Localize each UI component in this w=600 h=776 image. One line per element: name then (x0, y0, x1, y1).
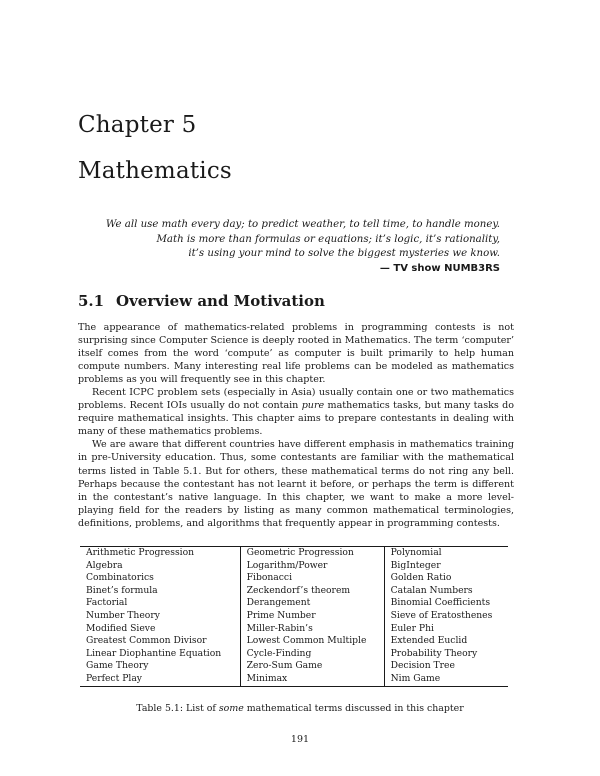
table-cell: Modified Sieve (86, 622, 156, 634)
epigraph-line: We all use math every day; to predict weather, to tell time, to handle money. (105, 219, 500, 230)
math-terms-table (80, 546, 508, 687)
table-cell: Algebra (86, 559, 123, 571)
table-cell: Game Theory (86, 660, 149, 672)
paragraph-2-emphasis: pure (301, 400, 325, 412)
caption-text-a: Table 5.1: List of (136, 703, 219, 714)
table-row (80, 572, 508, 585)
table-cell: Prime Number (240, 610, 384, 623)
table-cell: Catalan Numbers (384, 585, 508, 598)
table-cell: Fibonacci (240, 572, 384, 585)
table-row (80, 623, 508, 636)
table-cell: Polynomial (384, 547, 508, 560)
body-text (78, 321, 514, 530)
table-cell: Decision Tree (384, 660, 508, 673)
epigraph-attribution: — TV show NUMB3RS (379, 262, 500, 274)
table-row (80, 547, 508, 560)
table-cell: Geometric Progression (240, 547, 384, 560)
table-row (80, 585, 508, 598)
table-row (80, 597, 508, 610)
table-row (80, 635, 508, 648)
table-cell: Zeckendorf’s theorem (240, 585, 384, 598)
section-title: Overview and Motivation (116, 292, 325, 310)
table-row (80, 673, 508, 686)
table-cell: Number Theory (86, 609, 160, 621)
table-cell: Minimax (240, 673, 384, 686)
caption-emphasis: some (218, 703, 244, 714)
caption-text-b: mathematical terms discussed in this chapter (243, 703, 464, 714)
table-cell: Sieve of Eratosthenes (384, 610, 508, 623)
table-cell: Cycle-Finding (240, 648, 384, 661)
table-cell: Binet’s formula (86, 584, 158, 596)
chapter-title: Mathematics (78, 158, 232, 184)
table-row (80, 648, 508, 661)
table-cell: Probability Theory (384, 648, 508, 661)
table-cell: Arithmetic Progression (86, 547, 195, 558)
table-cell: Zero-Sum Game (240, 660, 384, 673)
table-cell: Perfect Play (86, 672, 142, 684)
table-row (80, 610, 508, 623)
table-cell: Derangement (240, 597, 384, 610)
table-cell: Lowest Common Multiple (240, 635, 384, 648)
table-cell: Greatest Common Divisor (86, 635, 207, 647)
paragraph-2-text-a: Recent ICPC problem sets (especially in Asia) usually contain one or two mathematics problems. Recent IOIs usually do not contain (78, 387, 514, 412)
epigraph-line: Math is more than formulas or equations; it’s logic, it’s rationality, (156, 233, 500, 245)
epigraph-line: it’s using your mind to solve the biggest mysteries we know. (188, 248, 500, 260)
paragraph-1: The appearance of mathematics-related problems in programming contests is not surprising since Computer Science is deeply rooted in Mathematics. The term ‘computer’ itself comes from the word ‘compute’ as computer is built primarily to help human compute numbers. Many interesting real life problems can be modeled as mathematics problems as you will frequently see in this chapter. (78, 322, 514, 386)
table-cell: Extended Euclid (384, 635, 508, 648)
section-heading (78, 292, 325, 310)
section-number: 5.1 (78, 292, 105, 310)
table-cell: Miller-Rabin’s (240, 623, 384, 636)
paragraph-3: We are aware that different countries have different emphasis in mathematics training in pre-University education. Thus, some contestants are familiar with the mathematical terms listed in Table 5.1. But for others, these mathematical terms do not ring any bell. Perhaps because the contestant has not learnt it before, or perhaps the term is different in the contestant’s native language. In this chapter, we want to make a more level-playing field for the readers by listing as many common mathematical terminologies, definitions, problems, and algorithms that frequently appear in programming contests. (78, 439, 514, 529)
table-cell: Golden Ratio (384, 572, 508, 585)
table-cell: Combinatorics (86, 572, 154, 584)
chapter-label: Chapter 5 (78, 112, 197, 138)
table-cell: Logarithm/Power (240, 560, 384, 573)
table-cell: BigInteger (384, 560, 508, 573)
paragraph-2 (78, 386, 514, 438)
table-cell: Nim Game (384, 673, 508, 686)
table-caption (0, 703, 600, 714)
paragraph-2-text-b: mathematics tasks, but many tasks do require mathematical insights. This chapter aims to prepare contestants in dealing with many of these mathematics problems. (78, 400, 515, 438)
table-cell: Euler Phi (384, 623, 508, 636)
page-number: 191 (290, 734, 310, 745)
table-row (80, 660, 508, 673)
math-terms-table-body (80, 547, 508, 687)
table-cell: Linear Diophantine Equation (86, 647, 222, 659)
table-cell: Factorial (86, 597, 128, 609)
table-row (80, 560, 508, 573)
epigraph (60, 218, 500, 276)
table-cell: Binomial Coefficients (384, 597, 508, 610)
